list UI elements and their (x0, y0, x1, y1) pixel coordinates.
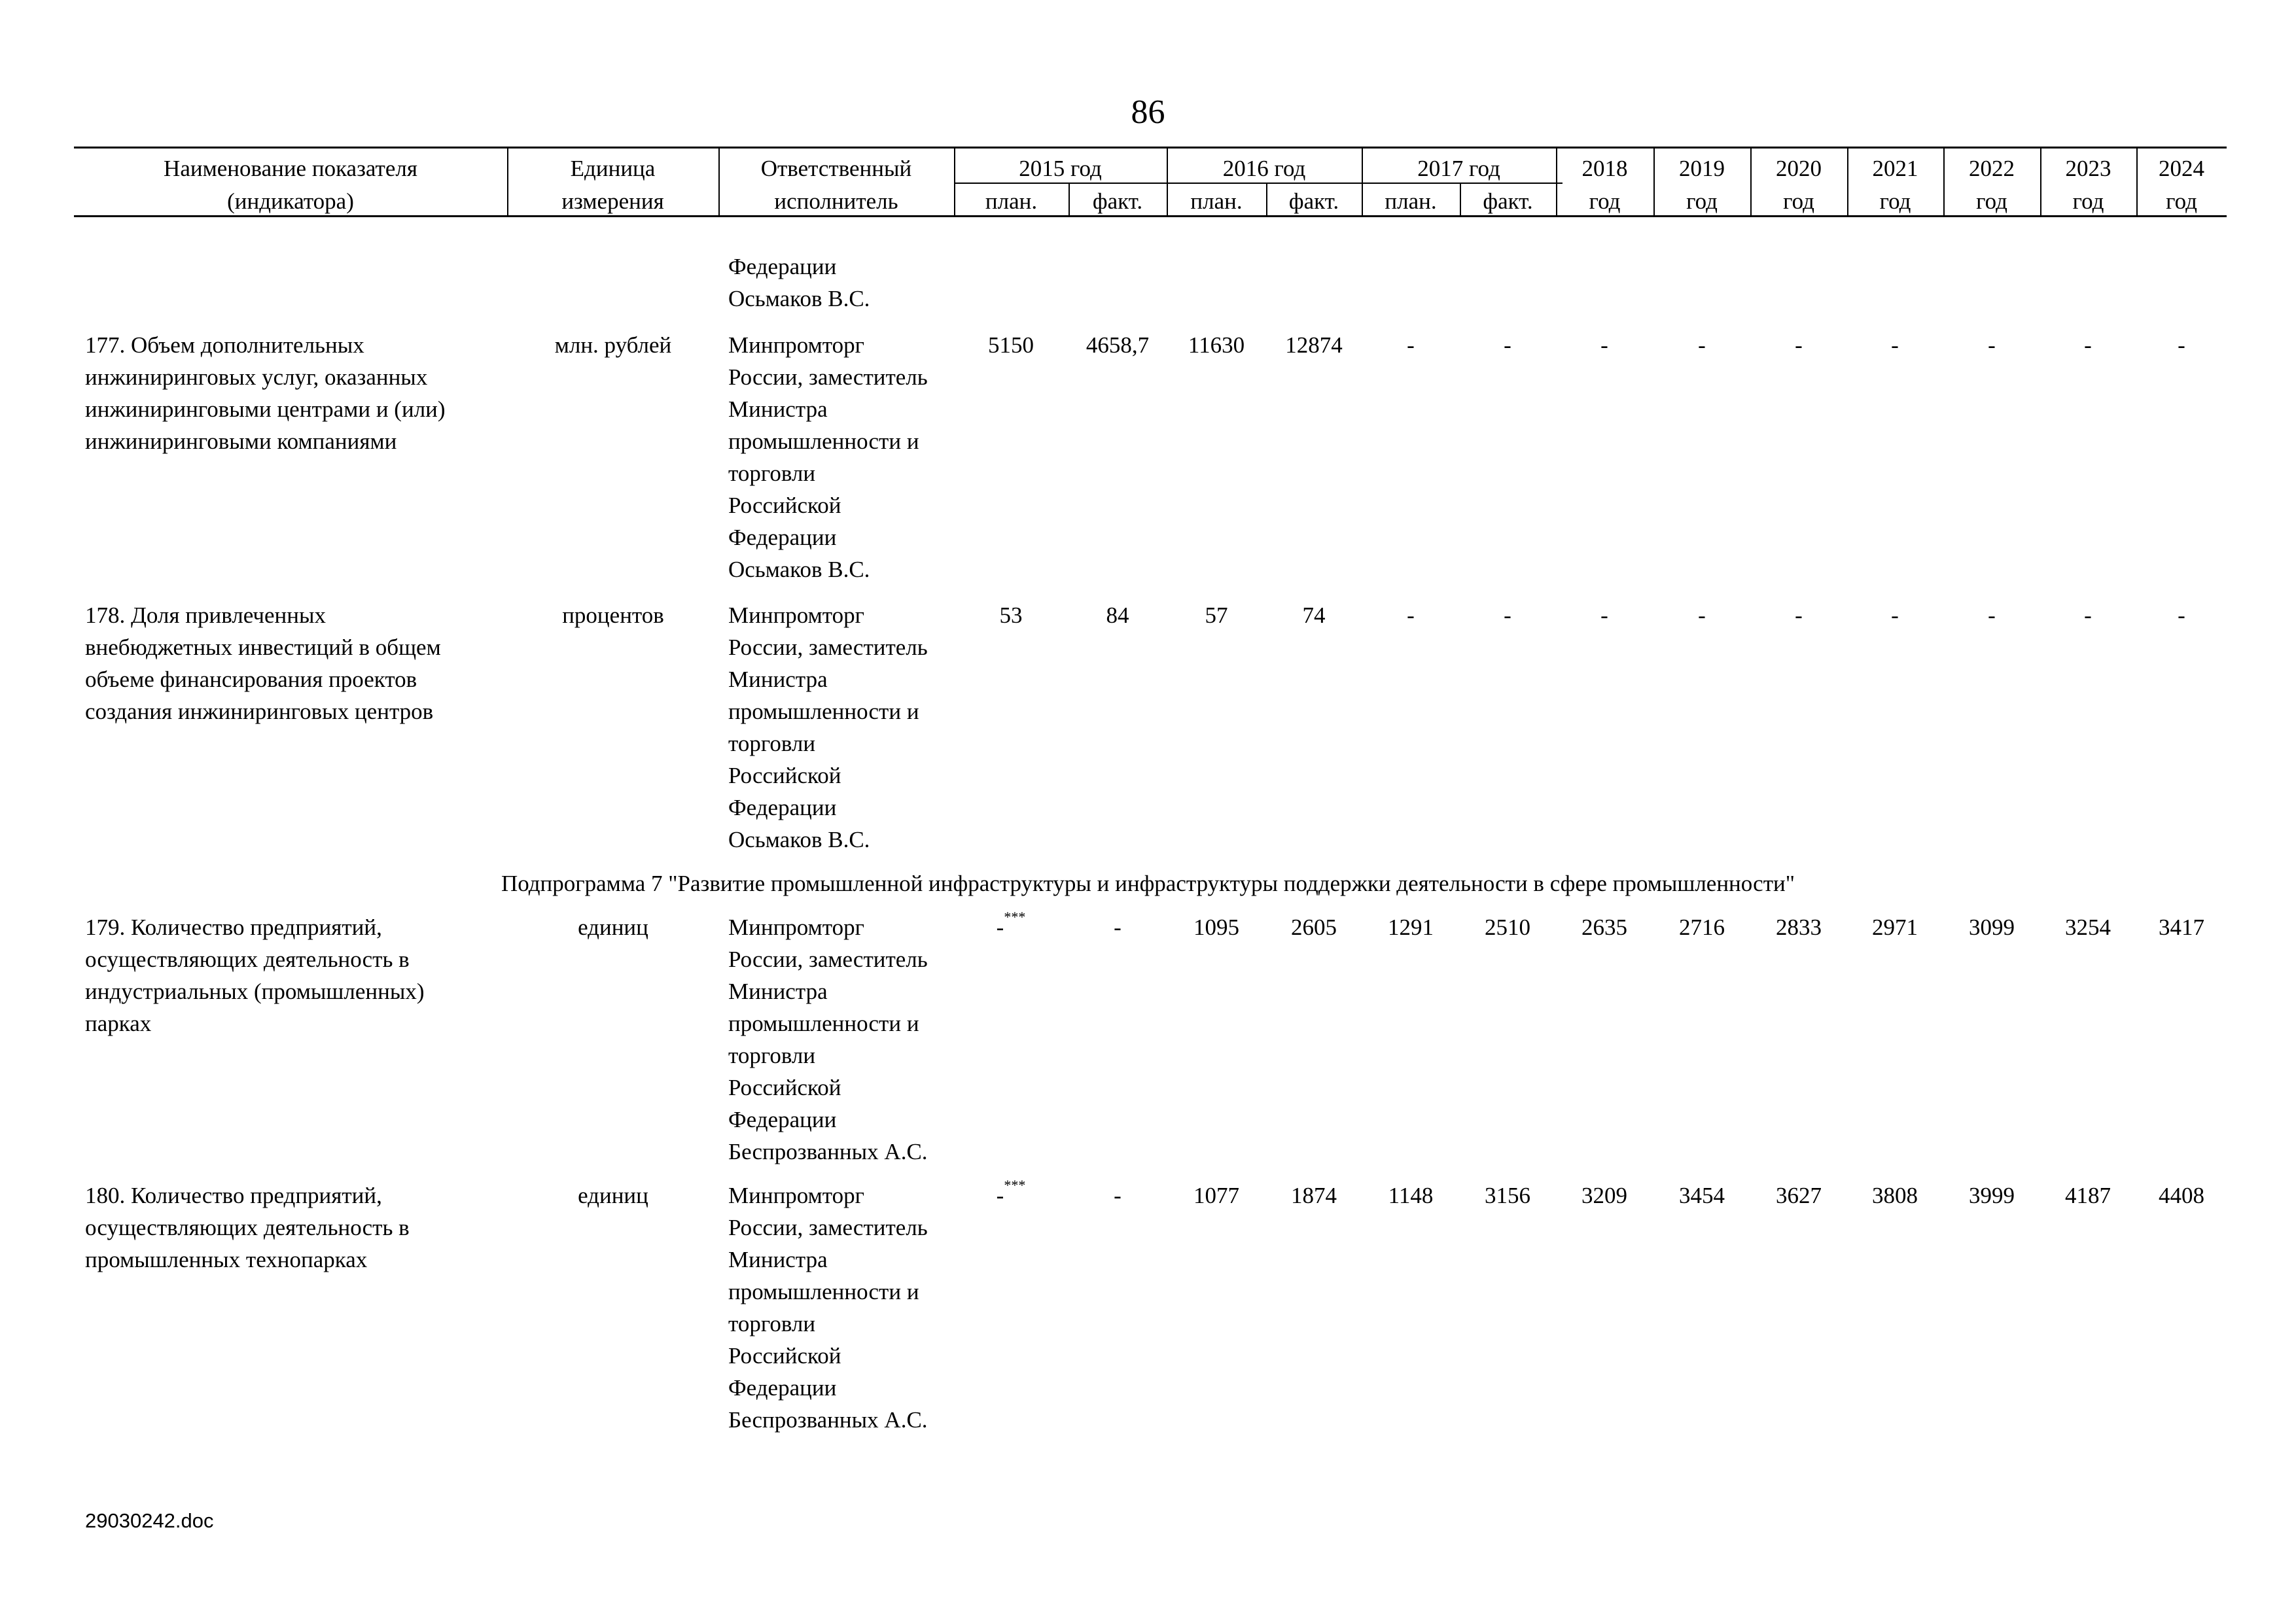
value-cell (1362, 911, 1460, 943)
value-cell (2132, 329, 2231, 361)
responsible-line: Министра (728, 667, 828, 692)
responsible-line: Российской (728, 763, 841, 788)
value-text: - (1407, 332, 1415, 358)
value-text: - (996, 1183, 1004, 1208)
table-top-rule (74, 147, 2227, 148)
value-text: - (1795, 602, 1803, 628)
value-cell (1750, 329, 1848, 361)
header-god: год (1879, 188, 1911, 214)
value-cell (1846, 911, 1944, 943)
responsible-line: Федерации (728, 1107, 837, 1132)
indicator-name-line: индустриальных (промышленных) (85, 979, 425, 1004)
unit-cell: млн. рублей (554, 332, 672, 358)
header-year-2020: 2020 (1776, 156, 1822, 181)
value-cell (1167, 329, 1265, 361)
responsible-line: промышленности и (728, 1279, 919, 1304)
indicator-name-line: осуществляющих деятельность в (85, 1215, 410, 1240)
value-cell (1653, 599, 1751, 631)
value-cell (2132, 599, 2231, 631)
value-text: - (1600, 602, 1608, 628)
value-text: 4187 (2065, 1183, 2111, 1208)
indicator-name-line: парках (85, 1011, 152, 1036)
header-2015-fact: факт. (1092, 188, 1143, 214)
value-text: - (2084, 602, 2092, 628)
header-2017-fact: факт. (1483, 188, 1533, 214)
value-cell (1555, 329, 1653, 361)
responsible-line: промышленности и (728, 699, 919, 724)
value-text: 12874 (1285, 332, 1343, 358)
header-2016-plan: план. (1190, 188, 1243, 214)
value-cell (1362, 329, 1460, 361)
indicator-name-line: создания инжиниринговых центров (85, 699, 434, 724)
header-year-2016: 2016 год (1222, 156, 1306, 181)
value-text: 11630 (1188, 332, 1245, 358)
value-text: - (1891, 332, 1899, 358)
responsible-line: Минпромторг (728, 602, 864, 628)
value-cell (962, 599, 1060, 631)
header-resp-line-2: исполнитель (774, 188, 898, 214)
indicator-name-line: 180. Количество предприятий, (85, 1183, 382, 1208)
value-cell (1069, 599, 1167, 631)
responsible-line: Российской (728, 1075, 841, 1100)
value-cell (1555, 599, 1653, 631)
header-unit-line-2: измерения (561, 188, 664, 214)
value-cell (2039, 599, 2137, 631)
responsible-line: России, заместитель (728, 1215, 928, 1240)
value-cell (1167, 1179, 1265, 1212)
value-cell (1362, 1179, 1460, 1212)
indicator-name-line: 178. Доля привлеченных (85, 602, 326, 628)
value-text: 84 (1106, 602, 1129, 628)
value-cell (962, 1179, 1060, 1212)
header-year-2021: 2021 (1872, 156, 1918, 181)
value-cell (1069, 911, 1167, 943)
value-cell (1069, 1179, 1167, 1212)
header-2017-plan: план. (1385, 188, 1437, 214)
value-cell (1167, 911, 1265, 943)
header-year-2015: 2015 год (1019, 156, 1102, 181)
value-cell (1846, 329, 1944, 361)
value-text: 3099 (1969, 915, 2015, 940)
value-cell (1750, 599, 1848, 631)
value-cell (1943, 599, 2041, 631)
responsible-line: Минпромторг (728, 1183, 864, 1208)
value-text: 3417 (2159, 915, 2204, 940)
value-cell (2039, 911, 2137, 943)
page-number: 86 (1131, 94, 1165, 131)
value-text: 2971 (1872, 915, 1918, 940)
header-year-2018: 2018 (1581, 156, 1628, 181)
value-text: - (1698, 602, 1706, 628)
value-text: 57 (1205, 602, 1228, 628)
header-2016-fact: факт. (1288, 188, 1339, 214)
value-cell (2132, 911, 2231, 943)
value-text: 5150 (988, 332, 1034, 358)
value-cell (1069, 329, 1167, 361)
header-resp-line-1: Ответственный (760, 156, 912, 181)
value-text: - (2178, 602, 2185, 628)
responsible-line: Беспрозванных А.С. (728, 1139, 928, 1164)
header-name-line-1: Наименование показателя (164, 156, 417, 181)
indicator-name-line: инжиниринговыми компаниями (85, 428, 397, 454)
header-god: год (1783, 188, 1814, 214)
header-god: год (1976, 188, 2007, 214)
value-text: 3454 (1679, 1183, 1725, 1208)
responsible-line: Осьмаков В.С. (728, 827, 870, 852)
indicator-name-line: инжиниринговыми центрами и (или) (85, 396, 446, 422)
value-cell (1653, 329, 1751, 361)
header-year-2024: 2024 (2159, 156, 2204, 181)
header-god: год (2166, 188, 2197, 214)
responsible-line: торговли (728, 1311, 816, 1336)
responsible-line: Беспрозванных А.С. (728, 1407, 928, 1433)
header-god: год (2072, 188, 2104, 214)
value-text: 2716 (1679, 915, 1725, 940)
value-cell (1943, 911, 2041, 943)
footer-filename: 29030242.doc (85, 1509, 214, 1532)
unit-cell: единиц (578, 1183, 648, 1208)
value-text: 3808 (1872, 1183, 1918, 1208)
header-year-2023: 2023 (2065, 156, 2111, 181)
value-cell (1943, 1179, 2041, 1212)
value-text: 1077 (1193, 1183, 1239, 1208)
unit-cell: процентов (562, 602, 664, 628)
value-text: 3254 (2065, 915, 2111, 940)
value-text: - (1504, 332, 1511, 358)
value-cell (1265, 911, 1363, 943)
value-text: 1095 (1193, 915, 1239, 940)
value-text: 53 (999, 602, 1023, 628)
value-text: - (1407, 602, 1415, 628)
responsible-line: Минпромторг (728, 915, 864, 940)
value-text: 1874 (1291, 1183, 1337, 1208)
value-text: - (996, 915, 1004, 940)
responsible-line: Министра (728, 1247, 828, 1272)
value-text: 2605 (1291, 915, 1337, 940)
value-cell (1458, 599, 1557, 631)
value-text: 2635 (1581, 915, 1627, 940)
value-cell (1167, 599, 1265, 631)
responsible-line: России, заместитель (728, 364, 928, 390)
header-god: год (1686, 188, 1718, 214)
responsible-line: Министра (728, 396, 828, 422)
responsible-line: Осьмаков В.С. (728, 557, 870, 582)
indicator-name-line: 177. Объем дополнительных (85, 332, 364, 358)
value-text: 1148 (1388, 1183, 1434, 1208)
value-cell (1846, 1179, 1944, 1212)
value-cell (2039, 329, 2137, 361)
value-text: 3209 (1581, 1183, 1627, 1208)
value-cell (1555, 1179, 1653, 1212)
responsible-line: Федерации (728, 525, 837, 550)
value-text: 4658,7 (1086, 332, 1150, 358)
responsible-line: Министра (728, 979, 828, 1004)
value-cell (962, 329, 1060, 361)
responsible-line: Федерации (728, 1375, 837, 1401)
value-cell (1846, 599, 1944, 631)
value-text: - (1698, 332, 1706, 358)
value-cell (1458, 911, 1557, 943)
footnote-mark: *** (1004, 1177, 1026, 1193)
responsible-line: Федерации (728, 795, 837, 820)
header-year-2017: 2017 год (1417, 156, 1500, 181)
value-cell (1265, 599, 1363, 631)
value-text: 2510 (1485, 915, 1530, 940)
value-cell (1943, 329, 2041, 361)
header-god: год (1589, 188, 1621, 214)
value-text: 2833 (1776, 915, 1822, 940)
responsible-line: Минпромторг (728, 332, 864, 358)
value-text: - (1114, 1183, 1122, 1208)
value-cell (962, 911, 1060, 943)
responsible-line: Российской (728, 1343, 841, 1369)
indicator-name-line: внебюджетных инвестиций в общем (85, 635, 441, 660)
value-cell (1653, 911, 1751, 943)
responsible-line: промышленности и (728, 428, 919, 454)
value-text: - (1988, 602, 1996, 628)
value-text: 74 (1302, 602, 1326, 628)
header-2015-plan: план. (985, 188, 1038, 214)
value-text: 3999 (1969, 1183, 2015, 1208)
indicator-name-line: объеме финансирования проектов (85, 667, 417, 692)
value-cell (1458, 1179, 1557, 1212)
subprogram-title: Подпрограмма 7 "Развитие промышленной инфраструктуры и инфраструктуры поддержки деятельности в сфере промышленности" (501, 871, 1795, 896)
value-text: - (1988, 332, 1996, 358)
value-text: - (1114, 915, 1122, 940)
continuation-line: Федерации (728, 254, 837, 279)
value-text: 4408 (2159, 1183, 2204, 1208)
indicator-name-line: 179. Количество предприятий, (85, 915, 382, 940)
responsible-line: промышленности и (728, 1011, 919, 1036)
responsible-line: торговли (728, 731, 816, 756)
value-text: 1291 (1388, 915, 1434, 940)
indicator-name-line: промышленных технопарках (85, 1247, 368, 1272)
header-year-2019: 2019 (1679, 156, 1725, 181)
header-name-line-2: (индикатора) (227, 188, 354, 214)
value-text: 3627 (1776, 1183, 1822, 1208)
header-year-2022: 2022 (1969, 156, 2015, 181)
indicator-name-line: осуществляющих деятельность в (85, 947, 410, 972)
footnote-mark: *** (1004, 909, 1026, 925)
unit-cell: единиц (578, 915, 648, 940)
value-cell (1362, 599, 1460, 631)
responsible-line: России, заместитель (728, 947, 928, 972)
responsible-line: торговли (728, 461, 816, 486)
value-cell (1555, 911, 1653, 943)
indicator-name-line: инжиниринговых услуг, оказанных (85, 364, 428, 390)
continuation-line: Осьмаков В.С. (728, 286, 870, 311)
value-cell (2132, 1179, 2231, 1212)
value-cell (1750, 1179, 1848, 1212)
responsible-line: Российской (728, 493, 841, 518)
value-text: - (1600, 332, 1608, 358)
value-cell (1265, 1179, 1363, 1212)
value-cell (1750, 911, 1848, 943)
value-cell (1265, 329, 1363, 361)
value-text: 3156 (1485, 1183, 1530, 1208)
value-text: - (1504, 602, 1511, 628)
value-cell (1653, 1179, 1751, 1212)
value-text: - (1795, 332, 1803, 358)
header-unit-line-1: Единица (570, 156, 656, 181)
value-cell (2039, 1179, 2137, 1212)
value-cell (1458, 329, 1557, 361)
value-text: - (1891, 602, 1899, 628)
responsible-line: торговли (728, 1043, 816, 1068)
value-text: - (2084, 332, 2092, 358)
value-text: - (2178, 332, 2185, 358)
responsible-line: России, заместитель (728, 635, 928, 660)
